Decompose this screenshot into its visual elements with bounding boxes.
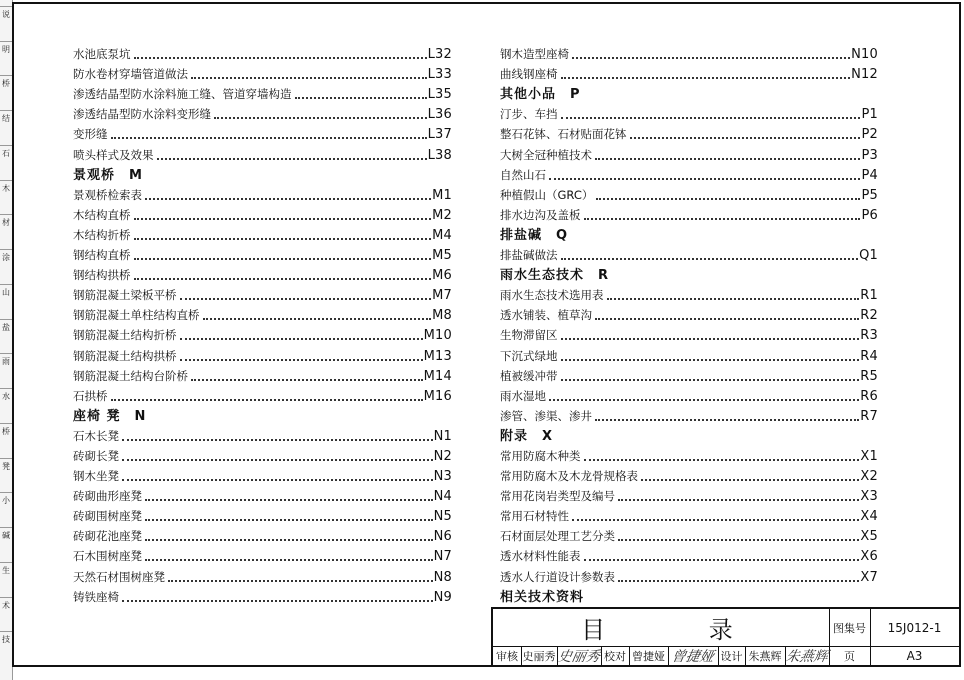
- dot-leader: [180, 297, 432, 300]
- binding-strip-mark: 石: [2, 148, 10, 158]
- entry-page-code: N7: [433, 549, 452, 565]
- dot-leader: [214, 116, 427, 119]
- dot-leader: [122, 599, 433, 602]
- toc-entry[interactable]: [500, 62, 878, 82]
- entry-page-code: N10: [851, 47, 878, 63]
- toc-entry[interactable]: [73, 323, 452, 343]
- entry-page-code: P4: [861, 167, 878, 183]
- toc-entry[interactable]: [500, 203, 878, 223]
- binding-strip-mark: 说: [2, 10, 10, 19]
- dot-leader: [561, 337, 860, 340]
- binding-strip-divider: [0, 423, 12, 424]
- toc-entry[interactable]: [73, 444, 452, 464]
- entry-page-code: L35: [427, 87, 452, 103]
- entry-title: 雨水湿地: [500, 388, 546, 403]
- dot-leader: [203, 317, 432, 320]
- reviewer-name: 史丽秀: [522, 650, 556, 663]
- dot-leader: [572, 518, 859, 521]
- entry-page-code: M1: [432, 187, 452, 203]
- dot-leader: [561, 76, 851, 79]
- toc-entry[interactable]: [500, 384, 878, 404]
- binding-strip-divider: [0, 458, 12, 459]
- entry-page-code: M10: [423, 328, 452, 344]
- dot-leader: [584, 217, 861, 220]
- dot-leader: [191, 76, 427, 79]
- dot-leader: [561, 116, 861, 119]
- toc-entry[interactable]: [73, 504, 452, 524]
- reviewer-signature: 史丽秀: [556, 648, 602, 665]
- section-title: 座椅 凳: [73, 408, 121, 424]
- toc-entry[interactable]: [500, 524, 878, 544]
- entry-page-code: P5: [861, 187, 878, 203]
- entry-title: 喷头样式及效果: [73, 147, 154, 162]
- entry-page-code: L37: [427, 127, 452, 143]
- dot-leader: [607, 297, 860, 300]
- entry-title: 石材面层处理工艺分类: [500, 529, 615, 544]
- entry-page-code: X4: [860, 509, 878, 525]
- entry-title: 透水铺装、植草沟: [500, 308, 592, 323]
- entry-title: 汀步、车挡: [500, 107, 558, 122]
- dot-leader: [584, 458, 860, 461]
- entry-title: 钢木造型座椅: [500, 47, 569, 62]
- binding-strip-divider: [0, 562, 12, 563]
- section-code: Q: [556, 227, 569, 243]
- toc-entry[interactable]: [73, 223, 452, 243]
- entry-title: 常用花岗岩类型及编号: [500, 489, 615, 504]
- toc-entry[interactable]: [73, 544, 452, 564]
- section-title: 排盐碱: [500, 227, 543, 243]
- dot-leader: [295, 96, 427, 99]
- toc-entry[interactable]: [73, 564, 452, 584]
- section-title: 相关技术资料: [500, 589, 585, 605]
- dot-leader: [145, 498, 433, 501]
- toc-entry[interactable]: [73, 183, 452, 203]
- binding-strip-mark: 材: [2, 218, 10, 228]
- entry-title: 渗透结晶型防水涂料施工缝、管道穿墙构造: [73, 87, 292, 102]
- section-code: X: [542, 428, 554, 444]
- entry-title: 变形缝: [73, 127, 108, 142]
- binding-strip-mark: 雨: [2, 357, 10, 367]
- binding-strip-mark: 小: [2, 496, 10, 506]
- toc-entry[interactable]: [73, 464, 452, 484]
- entry-title: 雨水生态技术选用表: [500, 288, 604, 303]
- toc-entry[interactable]: [500, 243, 878, 263]
- section-code: N: [134, 408, 147, 424]
- dot-leader: [111, 398, 423, 401]
- toc-entry[interactable]: [500, 343, 878, 363]
- dot-leader: [145, 518, 433, 521]
- binding-strip-divider: [0, 180, 12, 181]
- toc-entry[interactable]: [73, 243, 452, 263]
- toc-entry[interactable]: [73, 42, 452, 62]
- dot-leader: [561, 378, 860, 381]
- toc-section-heading: [500, 82, 878, 102]
- entry-page-code: N6: [433, 529, 452, 545]
- design-label: 设计: [720, 650, 743, 663]
- entry-title: 常用石材特性: [500, 509, 569, 524]
- dot-leader: [595, 157, 860, 160]
- entry-page-code: N8: [433, 569, 452, 585]
- toc-entry[interactable]: [73, 102, 452, 122]
- designer-signature: 朱燕辉: [784, 648, 830, 665]
- binding-strip-mark: 桥: [2, 426, 10, 436]
- entry-page-code: X6: [860, 549, 878, 565]
- toc-entry[interactable]: [73, 303, 452, 323]
- toc-entry[interactable]: [73, 424, 452, 444]
- entry-title: 常用防腐木种类: [500, 448, 581, 463]
- binding-strip-divider: [0, 145, 12, 146]
- binding-strip-mark: 盐: [2, 322, 10, 332]
- dot-leader: [134, 56, 427, 59]
- page-number: A3: [906, 649, 923, 663]
- entry-title: 透水材料性能表: [500, 549, 581, 564]
- entry-title: 排盐碱做法: [500, 248, 558, 263]
- binding-strip-divider: [0, 388, 12, 389]
- binding-strip-mark: 结: [2, 114, 10, 124]
- checker-name: 曾捷娅: [632, 650, 665, 663]
- section-code: M: [129, 167, 143, 183]
- section-title: 景观桥: [73, 167, 116, 183]
- entry-page-code: M4: [432, 227, 452, 243]
- entry-title: 排水边沟及盖板: [500, 207, 581, 222]
- toc-section-heading: [73, 163, 452, 183]
- entry-title: 钢结构直桥: [73, 248, 131, 263]
- dot-leader: [572, 56, 850, 59]
- entry-page-code: X7: [860, 569, 878, 585]
- toc-entry[interactable]: [73, 364, 452, 384]
- binding-strip-mark: 术: [2, 600, 10, 610]
- entry-title: 植被缓冲带: [500, 368, 558, 383]
- entry-title: 砖砌长凳: [73, 448, 119, 463]
- toc-entry[interactable]: [73, 343, 452, 363]
- binding-strip-divider: [0, 492, 12, 493]
- toc-entry[interactable]: [73, 283, 452, 303]
- toc-entry[interactable]: [73, 585, 452, 605]
- toc-section-heading: [500, 424, 878, 444]
- toc-section-heading: [73, 404, 452, 424]
- entry-title: 水池底泵坑: [73, 47, 131, 62]
- toc-entry[interactable]: [500, 404, 878, 424]
- toc-entry[interactable]: [500, 544, 878, 564]
- toc-entry[interactable]: [500, 484, 878, 504]
- entry-title: 整石花钵、石材贴面花钵: [500, 127, 627, 142]
- entry-page-code: M14: [423, 368, 452, 384]
- entry-page-code: L33: [427, 67, 452, 83]
- binding-strip-divider: [0, 527, 12, 528]
- entry-page-code: R2: [860, 308, 878, 324]
- atlas-label: 图集号: [833, 621, 866, 635]
- section-title: 其他小品: [500, 87, 557, 103]
- entry-page-code: X3: [860, 489, 878, 505]
- dot-leader: [180, 337, 423, 340]
- entry-page-code: P3: [861, 147, 878, 163]
- entry-title: 钢木坐凳: [73, 469, 119, 484]
- toc-entry[interactable]: [73, 82, 452, 102]
- dot-leader: [134, 237, 432, 240]
- binding-strip-divider: [0, 110, 12, 111]
- entry-title: 渗管、渗渠、渗井: [500, 408, 592, 423]
- dot-leader: [111, 136, 427, 139]
- toc-entry[interactable]: [500, 102, 878, 122]
- dot-leader: [618, 579, 859, 582]
- dot-leader: [122, 478, 433, 481]
- page-label: 页: [844, 650, 855, 663]
- entry-page-code: R6: [860, 388, 878, 404]
- entry-title: 自然山石: [500, 167, 546, 182]
- dot-leader: [134, 217, 432, 220]
- dot-leader: [145, 197, 431, 200]
- binding-strip-mark: 桥: [2, 79, 10, 89]
- toc-entry[interactable]: [73, 142, 452, 162]
- toc-entry[interactable]: [500, 42, 878, 62]
- toc-entry[interactable]: [500, 163, 878, 183]
- entry-title: 石木长凳: [73, 428, 119, 443]
- entry-page-code: R5: [860, 368, 878, 384]
- dot-leader: [630, 136, 861, 139]
- drawing-title: 目 录: [581, 616, 781, 644]
- designer-name: 朱燕辉: [748, 650, 782, 663]
- entry-title: 钢筋混凝土结构折桥: [73, 328, 177, 343]
- entry-page-code: L36: [427, 107, 452, 123]
- entry-title: 铸铁座椅: [73, 589, 119, 604]
- binding-strip-mark: 碱: [2, 531, 10, 541]
- dot-leader: [134, 277, 432, 280]
- toc-entry[interactable]: [73, 62, 452, 82]
- toc-section-heading: [500, 263, 878, 283]
- dot-leader: [595, 418, 859, 421]
- entry-title: 石拱桥: [73, 388, 108, 403]
- dot-leader: [145, 558, 433, 561]
- entry-page-code: N12: [851, 67, 878, 83]
- entry-title: 钢筋混凝土梁板平桥: [73, 288, 177, 303]
- dot-leader: [180, 358, 423, 361]
- entry-page-code: N1: [433, 428, 452, 444]
- entry-title: 常用防腐木及木龙骨规格表: [500, 469, 638, 484]
- entry-page-code: L38: [427, 147, 452, 163]
- entry-title: 砖砌曲形座凳: [73, 489, 142, 504]
- toc-entry[interactable]: [73, 384, 452, 404]
- dot-leader: [641, 478, 859, 481]
- entry-title: 种植假山（GRC）: [500, 187, 594, 202]
- toc-section-heading: [500, 223, 878, 243]
- entry-title: 下沉式绿地: [500, 348, 558, 363]
- entry-title: 透水人行道设计参数表: [500, 569, 615, 584]
- toc-entry[interactable]: [500, 464, 878, 484]
- binding-strip-divider: [0, 75, 12, 76]
- entry-title: 大树全冠种植技术: [500, 147, 592, 162]
- checker-signature: 曾捷娅: [670, 648, 716, 665]
- binding-strip-divider: [0, 214, 12, 215]
- dot-leader: [122, 458, 433, 461]
- binding-strip-divider: [0, 6, 12, 7]
- entry-title: 木结构直桥: [73, 207, 131, 222]
- review-label: 审核: [496, 650, 518, 663]
- section-title: 雨水生态技术: [500, 268, 585, 284]
- toc-entry[interactable]: [500, 504, 878, 524]
- toc-entry[interactable]: [500, 122, 878, 142]
- entry-page-code: M16: [423, 388, 452, 404]
- entry-title: 天然石材围树座凳: [73, 569, 165, 584]
- binding-strip-mark: 明: [2, 44, 10, 54]
- dot-leader: [549, 177, 860, 180]
- toc-entry[interactable]: [500, 323, 878, 343]
- entry-title: 石木围树座凳: [73, 549, 142, 564]
- section-code: P: [570, 87, 581, 103]
- entry-title: 钢结构拱桥: [73, 268, 131, 283]
- entry-title: 渗透结晶型防水涂料变形缝: [73, 107, 211, 122]
- entry-page-code: M2: [432, 207, 452, 223]
- check-label: 校对: [604, 650, 626, 663]
- toc-entry[interactable]: [73, 524, 452, 544]
- toc-entry[interactable]: [500, 364, 878, 384]
- entry-page-code: M5: [432, 248, 452, 264]
- binding-strip-divider: [0, 284, 12, 285]
- binding-strip-mark: 凳: [2, 461, 10, 471]
- binding-strip-mark: 技: [2, 635, 10, 645]
- toc-entry[interactable]: [500, 283, 878, 303]
- entry-title: 钢筋混凝土单柱结构直桥: [73, 308, 200, 323]
- dot-leader: [618, 498, 859, 501]
- dot-leader: [618, 538, 859, 541]
- entry-title: 钢筋混凝土结构台阶桥: [73, 368, 188, 383]
- toc-entry[interactable]: [500, 183, 878, 203]
- entry-title: 钢筋混凝土结构拱桥: [73, 348, 177, 363]
- entry-page-code: L32: [427, 47, 452, 63]
- dot-leader: [561, 358, 860, 361]
- entry-page-code: N5: [433, 509, 452, 525]
- binding-strip-mark: 涂: [2, 253, 10, 263]
- entry-title: 砖砌围树座凳: [73, 509, 142, 524]
- entry-page-code: N4: [433, 489, 452, 505]
- toc-entry[interactable]: [500, 142, 878, 162]
- entry-page-code: P6: [861, 207, 878, 223]
- entry-page-code: M7: [432, 288, 452, 304]
- section-title: 附录: [500, 428, 529, 444]
- dot-leader: [168, 579, 433, 582]
- entry-page-code: M6: [432, 268, 452, 284]
- toc-right-column: [500, 42, 878, 605]
- entry-page-code: X5: [860, 529, 878, 545]
- dot-leader: [595, 317, 859, 320]
- binding-strip-divider: [0, 319, 12, 320]
- entry-page-code: R4: [860, 348, 878, 364]
- title-block: [491, 607, 959, 666]
- atlas-number: 15J012-1: [887, 620, 942, 635]
- toc-entry[interactable]: [73, 203, 452, 223]
- toc-section-heading: [500, 585, 878, 605]
- entry-page-code: X1: [860, 448, 878, 464]
- entry-page-code: P2: [861, 127, 878, 143]
- entry-title: 砖砌花池座凳: [73, 529, 142, 544]
- toc-entry[interactable]: [500, 444, 878, 464]
- toc-entry[interactable]: [500, 564, 878, 584]
- toc-entry[interactable]: [73, 122, 452, 142]
- dot-leader: [561, 257, 859, 260]
- entry-page-code: N3: [433, 469, 452, 485]
- binding-strip-divider: [0, 597, 12, 598]
- entry-page-code: P1: [861, 107, 878, 123]
- binding-strip-divider: [0, 41, 12, 42]
- dot-leader: [584, 558, 860, 561]
- entry-page-code: X2: [860, 469, 878, 485]
- dot-leader: [191, 378, 423, 381]
- binding-strip-mark: 水: [2, 392, 10, 402]
- dot-leader: [157, 157, 427, 160]
- binding-strip-divider: [0, 353, 12, 354]
- binding-strip-mark: 木: [2, 183, 10, 193]
- toc-entry[interactable]: [73, 263, 452, 283]
- entry-page-code: R7: [860, 408, 878, 424]
- entry-title: 防水卷材穿墙管道做法: [73, 67, 188, 82]
- binding-strip-divider: [0, 249, 12, 250]
- dot-leader: [549, 398, 859, 401]
- binding-strip-mark: 生: [2, 565, 10, 575]
- entry-page-code: R3: [860, 328, 878, 344]
- entry-page-code: Q1: [859, 248, 878, 264]
- entry-page-code: M13: [423, 348, 452, 364]
- dot-leader: [122, 438, 433, 441]
- toc-left-column: [73, 42, 452, 605]
- dot-leader: [145, 538, 433, 541]
- binding-strip-divider: [0, 631, 12, 632]
- entry-page-code: N9: [433, 589, 452, 605]
- section-code: R: [598, 268, 610, 284]
- entry-title: 景观桥检索表: [73, 187, 142, 202]
- entry-page-code: R1: [860, 288, 878, 304]
- entry-page-code: M8: [432, 308, 452, 324]
- toc-entry[interactable]: [73, 484, 452, 504]
- dot-leader: [134, 257, 432, 260]
- binding-strip-mark: 山: [2, 287, 10, 297]
- dot-leader: [596, 197, 860, 200]
- entry-title: 生物滞留区: [500, 328, 558, 343]
- entry-title: 木结构折桥: [73, 227, 131, 242]
- entry-title: 曲线钢座椅: [500, 67, 558, 82]
- entry-page-code: N2: [433, 448, 452, 464]
- toc-entry[interactable]: [500, 303, 878, 323]
